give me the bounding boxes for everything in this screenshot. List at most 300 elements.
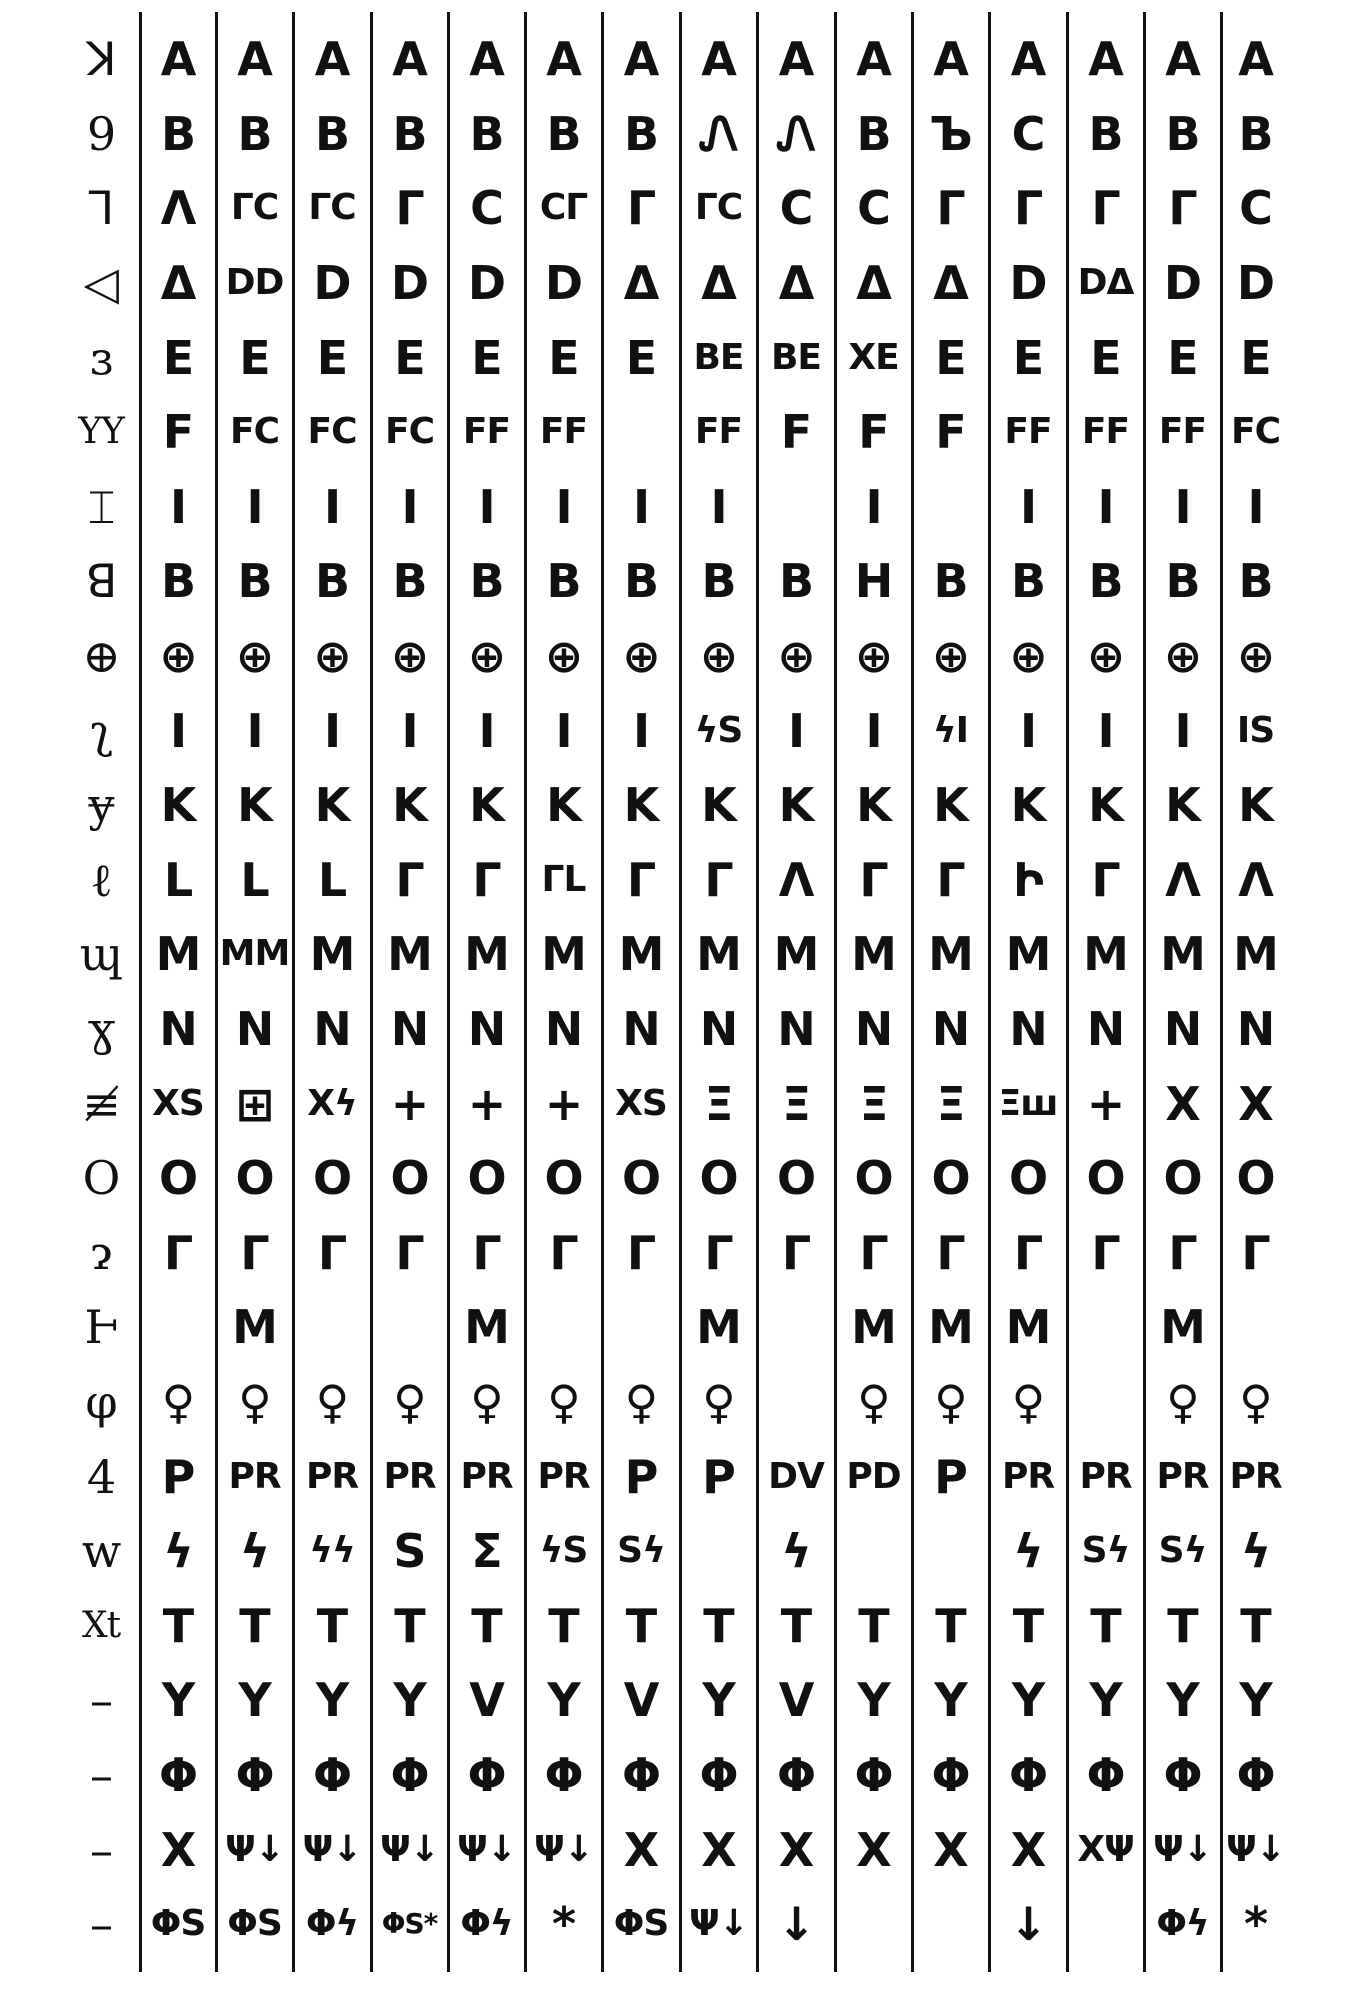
letter-form: ♀ bbox=[857, 1375, 890, 1430]
letter-form: Y bbox=[547, 1673, 580, 1728]
letter-form: S bbox=[393, 1524, 426, 1579]
letter-form: Γ bbox=[859, 1225, 888, 1280]
letter-form: E bbox=[1167, 330, 1198, 385]
letter-form: FF bbox=[462, 411, 511, 453]
letter-form: Γ bbox=[626, 181, 656, 236]
letter-form: I bbox=[169, 479, 187, 534]
letter-form: Φ bbox=[1086, 1748, 1125, 1803]
letter-form: ⊕ bbox=[1086, 629, 1125, 684]
letter-form: B bbox=[701, 554, 736, 609]
letter-form: Γ bbox=[1241, 1225, 1270, 1280]
letter-form: ⊕ bbox=[931, 629, 970, 684]
letter-form: A bbox=[1088, 32, 1123, 87]
letter-form: A bbox=[546, 32, 581, 87]
letter-form: M bbox=[696, 1300, 741, 1355]
key-glyph: ꓭ bbox=[85, 554, 117, 609]
letter-form: DΔ bbox=[1077, 262, 1134, 304]
letter-form: M bbox=[851, 1300, 896, 1355]
letter-form: T bbox=[394, 1598, 425, 1653]
letter-form: Λ bbox=[160, 181, 196, 236]
letter-form: Φ bbox=[1163, 1748, 1202, 1803]
letter-form: O bbox=[467, 1151, 506, 1206]
letter-form: T bbox=[162, 1598, 194, 1653]
letter-form: Y bbox=[1166, 1673, 1199, 1728]
letter-form: I bbox=[1019, 703, 1037, 758]
key-glyph: – bbox=[90, 1897, 112, 1952]
letter-form: D bbox=[1236, 256, 1275, 311]
letter-form: I bbox=[401, 479, 418, 534]
letter-form: IS bbox=[1236, 709, 1275, 751]
letter-form: D bbox=[544, 256, 583, 311]
letter-form: O bbox=[390, 1151, 429, 1206]
letter-form: XE bbox=[848, 336, 899, 378]
letter-form: A bbox=[1010, 32, 1046, 87]
letter-form: O bbox=[1086, 1151, 1125, 1206]
letter-form: N bbox=[931, 1002, 970, 1057]
letter-form: B bbox=[546, 554, 581, 609]
letter-form: I bbox=[478, 703, 495, 758]
letter-form: Φ bbox=[1236, 1748, 1275, 1803]
letter-form: PR bbox=[537, 1455, 590, 1497]
letter-form: M bbox=[1083, 927, 1128, 982]
letter-form: ♀ bbox=[315, 1375, 349, 1430]
letter-form: T bbox=[1090, 1598, 1121, 1653]
letter-form: + bbox=[1086, 1076, 1125, 1131]
letter-form: A bbox=[1238, 32, 1273, 87]
letter-form: B bbox=[623, 554, 659, 609]
letter-form: Ψ↓ bbox=[1153, 1828, 1212, 1870]
letter-form bbox=[606, 1290, 676, 1365]
letter-form: Y bbox=[161, 1673, 195, 1728]
letter-form: PR bbox=[305, 1455, 359, 1497]
letter-form bbox=[761, 470, 831, 545]
key-glyph: Xt bbox=[81, 1604, 121, 1646]
letter-form: Φ bbox=[390, 1748, 429, 1803]
letter-form: F bbox=[858, 405, 889, 460]
letter-form: V bbox=[469, 1673, 504, 1728]
letter-form: B bbox=[469, 554, 504, 609]
key-glyph: ʅ bbox=[90, 703, 112, 758]
letter-form: M bbox=[155, 927, 201, 982]
letter-form: ΓC bbox=[694, 187, 743, 229]
letter-form: ϟI bbox=[932, 709, 969, 751]
letter-form: Xϟ bbox=[307, 1082, 357, 1124]
letter-form: ϟ bbox=[239, 1524, 270, 1579]
letter-form: M bbox=[309, 927, 355, 982]
letter-form: Y bbox=[238, 1673, 271, 1728]
letter-form: * bbox=[551, 1897, 576, 1952]
letter-form: T bbox=[1167, 1598, 1198, 1653]
letter-form: X bbox=[1010, 1822, 1046, 1877]
letter-form: D bbox=[313, 256, 351, 311]
column-divider bbox=[1220, 12, 1223, 1972]
letter-form: N bbox=[777, 1002, 815, 1057]
letter-form: L bbox=[163, 852, 193, 907]
column-divider bbox=[370, 12, 373, 1972]
letter-form: FC bbox=[307, 411, 357, 453]
letter-form: X bbox=[933, 1822, 968, 1877]
letter-form: N bbox=[1086, 1002, 1125, 1057]
letter-form: I bbox=[1174, 479, 1191, 534]
letter-form: P bbox=[624, 1449, 658, 1504]
letter-form: Γ bbox=[936, 1225, 965, 1280]
letter-form: + bbox=[467, 1076, 506, 1131]
key-glyph: O bbox=[82, 1151, 120, 1206]
letter-form: T bbox=[548, 1598, 579, 1653]
letter-form: ⊕ bbox=[313, 629, 351, 684]
letter-form: FF bbox=[1158, 411, 1207, 453]
letter-form: Φ bbox=[158, 1748, 198, 1803]
letter-form: Ψ↓ bbox=[457, 1828, 516, 1870]
letter-form: PR bbox=[1229, 1455, 1282, 1497]
column-divider bbox=[1066, 12, 1069, 1972]
letter-form: Y bbox=[857, 1673, 890, 1728]
letter-form: N bbox=[1009, 1002, 1047, 1057]
letter-form: ♀ bbox=[624, 1375, 658, 1430]
letter-form: PR bbox=[1001, 1455, 1055, 1497]
letter-form: Γ bbox=[1091, 181, 1120, 236]
letter-form: ΦS bbox=[227, 1903, 282, 1945]
letter-form: Y bbox=[1089, 1673, 1122, 1728]
letter-form: C bbox=[1239, 181, 1272, 236]
letter-form: Λ bbox=[1238, 852, 1273, 907]
letter-form: DV bbox=[768, 1455, 824, 1497]
letter-form: B bbox=[1010, 554, 1046, 609]
key-glyph: ɣ bbox=[87, 1002, 115, 1057]
column-divider bbox=[679, 12, 682, 1972]
letter-form: Ξ bbox=[781, 1076, 811, 1131]
letter-form: Φ bbox=[544, 1748, 583, 1803]
letter-form: ⊕ bbox=[699, 629, 738, 684]
letter-form: Ξ bbox=[936, 1076, 965, 1131]
letter-form: PD bbox=[846, 1455, 901, 1497]
letter-form: A bbox=[1165, 32, 1200, 87]
letter-form: I bbox=[246, 479, 263, 534]
letter-form: I bbox=[1097, 703, 1114, 758]
letter-form: I bbox=[169, 703, 187, 758]
letter-form: ♀ bbox=[393, 1375, 426, 1430]
column-divider bbox=[215, 12, 218, 1972]
column-divider bbox=[524, 12, 527, 1972]
letter-form: Y bbox=[393, 1673, 426, 1728]
letter-form: PR bbox=[383, 1455, 436, 1497]
letter-form: B bbox=[1088, 554, 1123, 609]
letter-form: Γ bbox=[472, 1225, 501, 1280]
letter-form: I bbox=[246, 703, 263, 758]
letter-form: T bbox=[239, 1598, 270, 1653]
letter-form: Φ bbox=[776, 1748, 816, 1803]
letter-form: M bbox=[928, 927, 973, 982]
letter-form: A bbox=[701, 32, 736, 87]
letter-form: Φ bbox=[235, 1748, 274, 1803]
letter-form: ⊕ bbox=[854, 629, 893, 684]
letter-form: Γ bbox=[472, 852, 501, 907]
letter-form: K bbox=[701, 778, 736, 833]
letter-form: C bbox=[1011, 106, 1045, 161]
letter-form: ΓC bbox=[308, 187, 356, 229]
letter-form: ♀ bbox=[1239, 1375, 1272, 1430]
letter-form: Ξ bbox=[704, 1076, 733, 1131]
letter-form: Φϟ bbox=[1156, 1903, 1209, 1945]
letter-form: M bbox=[1160, 927, 1205, 982]
letter-form: E bbox=[625, 330, 657, 385]
letter-form: B bbox=[160, 106, 196, 161]
letter-form: B bbox=[933, 554, 968, 609]
letter-form: XS bbox=[615, 1082, 667, 1124]
letter-form: A bbox=[392, 32, 427, 87]
letter-form: Ψ↓ bbox=[225, 1828, 284, 1870]
letter-form: ⊕ bbox=[235, 629, 274, 684]
letter-form: B bbox=[1165, 554, 1200, 609]
letter-form: XS bbox=[152, 1082, 204, 1124]
letter-form: I bbox=[555, 703, 572, 758]
letter-form: FF bbox=[539, 411, 588, 453]
letter-form: Γ bbox=[1168, 181, 1197, 236]
letter-form: B bbox=[392, 554, 427, 609]
letter-form: ⊕ bbox=[1163, 629, 1202, 684]
letter-form: K bbox=[856, 778, 891, 833]
letter-form: M bbox=[618, 927, 664, 982]
column-divider bbox=[292, 12, 295, 1972]
letter-form: B bbox=[314, 554, 350, 609]
letter-form: Γ bbox=[626, 1225, 656, 1280]
column-divider bbox=[601, 12, 604, 1972]
letter-form: A bbox=[623, 32, 659, 87]
letter-form: T bbox=[1012, 1598, 1044, 1653]
letter-form bbox=[916, 1514, 985, 1589]
letter-form: ϟϟ bbox=[309, 1530, 355, 1572]
letter-form bbox=[761, 1365, 831, 1440]
letter-form: M bbox=[1005, 1300, 1051, 1355]
letter-form: X bbox=[701, 1822, 736, 1877]
letter-form: FC bbox=[1230, 411, 1280, 453]
letter-form: X bbox=[1165, 1076, 1200, 1131]
letter-form: Φϟ bbox=[460, 1903, 513, 1945]
letter-form: X bbox=[778, 1822, 814, 1877]
letter-form: BE bbox=[693, 336, 744, 378]
letter-form: A bbox=[237, 32, 272, 87]
letter-form: B bbox=[1238, 554, 1273, 609]
column-divider bbox=[988, 12, 991, 1972]
letter-form: I bbox=[1097, 479, 1114, 534]
letter-form: ⊕ bbox=[467, 629, 506, 684]
letter-form: A bbox=[469, 32, 504, 87]
letter-form: MM bbox=[219, 933, 290, 975]
letter-form: D bbox=[467, 256, 506, 311]
letter-form: Y bbox=[315, 1673, 349, 1728]
letter-form: X bbox=[160, 1822, 196, 1877]
letter-form: B bbox=[1238, 106, 1273, 161]
column-divider bbox=[1143, 12, 1146, 1972]
letter-form: N bbox=[313, 1002, 351, 1057]
letter-form: ♀ bbox=[470, 1375, 503, 1430]
letter-form: Λ bbox=[1165, 852, 1200, 907]
letter-form: E bbox=[162, 330, 194, 385]
letter-form: N bbox=[235, 1002, 274, 1057]
letter-form: I bbox=[1174, 703, 1191, 758]
letter-form: O bbox=[1163, 1151, 1202, 1206]
letter-form: X bbox=[1238, 1076, 1273, 1131]
letter-form: DD bbox=[225, 262, 284, 304]
key-glyph: ꓶ bbox=[88, 181, 114, 236]
letter-form: Φ bbox=[621, 1748, 661, 1803]
letter-form: C bbox=[779, 181, 813, 236]
letter-form: Γ bbox=[317, 1225, 347, 1280]
letter-form: D bbox=[390, 256, 429, 311]
letter-form: M bbox=[928, 1300, 973, 1355]
letter-form: ⊕ bbox=[544, 629, 583, 684]
letter-form: N bbox=[699, 1002, 738, 1057]
letter-form: PR bbox=[1156, 1455, 1209, 1497]
letter-form: O bbox=[621, 1151, 661, 1206]
letter-form bbox=[297, 1290, 367, 1365]
letter-form: FC bbox=[229, 411, 279, 453]
letter-form: Γ bbox=[859, 852, 888, 907]
letter-form: Γ bbox=[549, 1225, 578, 1280]
letter-form: P bbox=[702, 1449, 735, 1504]
letter-form: Γ bbox=[1091, 1225, 1120, 1280]
letter-form: A bbox=[933, 32, 968, 87]
letter-form: N bbox=[854, 1002, 893, 1057]
letter-form: O bbox=[158, 1151, 198, 1206]
letter-form: T bbox=[703, 1598, 734, 1653]
letter-form: Σ bbox=[471, 1524, 502, 1579]
letter-form: Sϟ bbox=[617, 1530, 665, 1572]
letter-form: Λ bbox=[778, 852, 814, 907]
letter-form: B bbox=[778, 554, 814, 609]
letter-form: Y bbox=[702, 1673, 735, 1728]
letter-form: Ξш bbox=[998, 1082, 1058, 1124]
letter-form: FF bbox=[694, 411, 743, 453]
letter-form: I bbox=[865, 479, 882, 534]
letter-form: X bbox=[623, 1822, 659, 1877]
letter-form: T bbox=[471, 1598, 502, 1653]
column-divider bbox=[447, 12, 450, 1972]
letter-form: E bbox=[935, 330, 966, 385]
letter-form: Φ bbox=[931, 1748, 970, 1803]
letter-form: ♀ bbox=[702, 1375, 735, 1430]
letter-form bbox=[916, 470, 985, 545]
letter-form: O bbox=[544, 1151, 583, 1206]
letter-form: Φ bbox=[312, 1748, 352, 1803]
letter-form bbox=[529, 1290, 598, 1365]
letter-form: ♀ bbox=[934, 1375, 967, 1430]
letter-form: Ъ bbox=[929, 106, 972, 161]
letter-form: ΓL bbox=[541, 858, 586, 900]
letter-form: F bbox=[780, 405, 812, 460]
letter-form: P bbox=[934, 1449, 967, 1504]
letter-form bbox=[1071, 1887, 1140, 1962]
letter-form: ↓ bbox=[1009, 1897, 1047, 1952]
letter-form: E bbox=[316, 330, 348, 385]
letter-form: M bbox=[851, 927, 896, 982]
letter-form: O bbox=[235, 1151, 274, 1206]
letter-form: XΨ bbox=[1077, 1828, 1134, 1870]
letter-form: Γ bbox=[936, 852, 965, 907]
letter-form: B bbox=[314, 106, 350, 161]
letter-form: ϟS bbox=[694, 709, 743, 751]
letter-form: B bbox=[237, 554, 272, 609]
key-glyph: ꓘ bbox=[86, 32, 116, 87]
letter-form: X bbox=[856, 1822, 891, 1877]
key-glyph: φ bbox=[85, 1375, 117, 1430]
letter-form: Γ bbox=[1013, 1225, 1043, 1280]
letter-form: E bbox=[394, 330, 425, 385]
letter-form: N bbox=[622, 1002, 660, 1057]
letter-form: ϟ bbox=[781, 1524, 811, 1579]
letter-form: T bbox=[1240, 1598, 1271, 1653]
letter-form: B bbox=[1165, 106, 1200, 161]
letter-form: N bbox=[1163, 1002, 1202, 1057]
key-glyph: ℓ bbox=[90, 852, 112, 907]
letter-form: K bbox=[160, 778, 196, 833]
letter-form: L bbox=[317, 852, 347, 907]
letter-form: ⊕ bbox=[159, 629, 197, 684]
letter-form: I bbox=[865, 703, 882, 758]
letter-form: ϟS bbox=[539, 1530, 588, 1572]
letter-form: M bbox=[1233, 927, 1278, 982]
letter-form: Φ bbox=[699, 1748, 738, 1803]
key-glyph: ɰ bbox=[79, 927, 123, 982]
letter-form: K bbox=[1238, 778, 1273, 833]
letter-form: Ξ bbox=[859, 1076, 888, 1131]
letter-form: V bbox=[778, 1673, 814, 1728]
letter-form: E bbox=[1240, 330, 1271, 385]
letter-form: FC bbox=[384, 411, 434, 453]
letter-form: N bbox=[1236, 1002, 1275, 1057]
letter-form bbox=[839, 1887, 908, 1962]
letter-form: C bbox=[857, 181, 890, 236]
key-glyph: ɜ bbox=[89, 330, 113, 385]
letter-form: Y bbox=[934, 1673, 967, 1728]
letter-form: B bbox=[392, 106, 427, 161]
letter-form: PR bbox=[1079, 1455, 1132, 1497]
letter-form: Φ bbox=[854, 1748, 893, 1803]
key-glyph: – bbox=[90, 1673, 112, 1728]
letter-form: B bbox=[546, 106, 581, 161]
letter-form: + bbox=[390, 1076, 429, 1131]
letter-form: Γ bbox=[936, 181, 965, 236]
letter-form: T bbox=[625, 1598, 657, 1653]
letter-form: O bbox=[776, 1151, 816, 1206]
letter-form: Γ bbox=[395, 852, 424, 907]
letter-form: O bbox=[854, 1151, 893, 1206]
letter-form: B bbox=[237, 106, 272, 161]
letter-form: I bbox=[323, 479, 341, 534]
key-glyph: ⊕ bbox=[82, 629, 120, 684]
letter-form: O bbox=[931, 1151, 970, 1206]
letter-form: ⊕ bbox=[622, 629, 660, 684]
letter-form: Γ bbox=[704, 852, 733, 907]
letter-form: Sϟ bbox=[1158, 1530, 1207, 1572]
letter-form: ϟ bbox=[1013, 1524, 1043, 1579]
letter-form: M bbox=[1160, 1300, 1205, 1355]
key-glyph: 4 bbox=[86, 1449, 116, 1504]
letter-form: C bbox=[470, 181, 503, 236]
letter-form: ♀ bbox=[238, 1375, 271, 1430]
letter-form: E bbox=[239, 330, 270, 385]
letter-form: Y bbox=[1239, 1673, 1272, 1728]
letter-form bbox=[916, 1887, 985, 1962]
letter-form: O bbox=[1236, 1151, 1275, 1206]
letter-form: Γ bbox=[395, 1225, 424, 1280]
letter-form: T bbox=[858, 1598, 889, 1653]
letter-form: ↓ bbox=[777, 1897, 815, 1952]
letter-form: N bbox=[467, 1002, 506, 1057]
key-glyph: ≢ bbox=[82, 1076, 120, 1131]
key-glyph: – bbox=[90, 1822, 112, 1877]
letter-form: P bbox=[161, 1449, 195, 1504]
